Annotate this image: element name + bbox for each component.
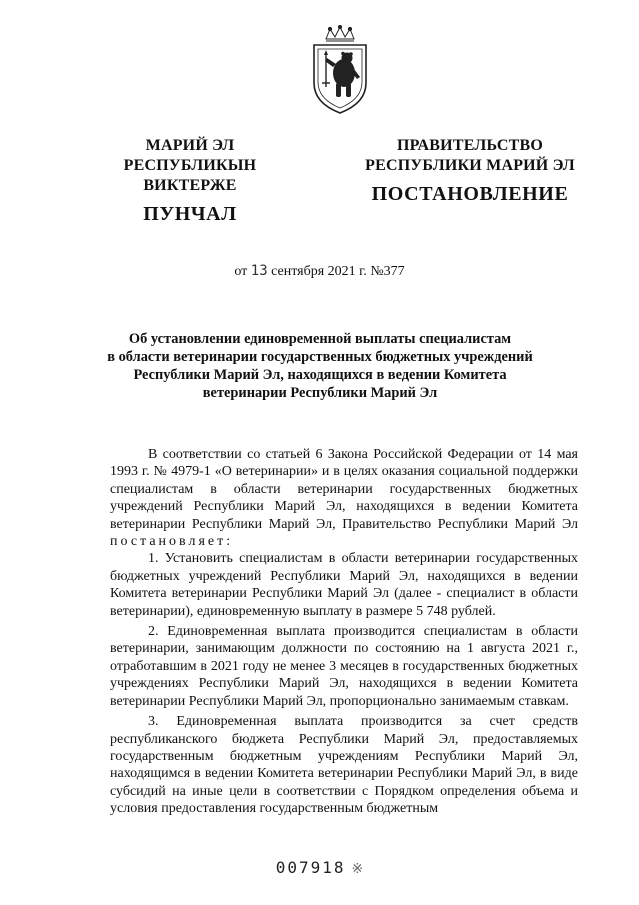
document-title: Об установлении единовременной выплаты специалистам в области ветеринарии государственных бюджетных учреждений Республики Марий Эл, находящихся в ведении Комитета ветеринарии Республики Марий Эл [107,331,533,401]
document-kind-russian: ПОСТАНОВЛЕНИЕ [371,183,569,205]
document-body [110,446,578,821]
org-name-russian: ПРАВИТЕЛЬСТВО РЕСПУБЛИКИ МАРИЙ ЭЛ [365,137,575,174]
org-name-mari: МАРИЙ ЭЛ РЕСПУБЛИКЫН ВИКТЕРЖЕ [123,137,257,194]
document-date-number: от 13 сентября 2021 г. №377 [234,263,405,279]
header-left [80,136,300,226]
paragraph-2: 2. Единовременная выплата производится специалистам в области ветеринарии, занимающим должности по состоянию на 1 августа 2021 г., отработавшим в 2021 году не менее 3 месяцев в государственных бюджетных учреждениях Республики Марий Эл, находящихся в ведении Комитета ветеринарии Республики Марий Эл, пропорционально занимаемым ставкам. [110,624,578,709]
document-kind-mari: ПУНЧАЛ [143,203,237,225]
header-right [340,136,600,206]
date-day: 13 [250,263,268,279]
paragraph-1: 1. Установить специалистам в области ветеринарии государственных бюджетных учреждений Республики Марий Эл, находящихся в ведении Комитета ветеринарии Республики Марий Эл (далее - специалист в области ветеринарии), единовременную выплату в размере 5 748 рублей. [110,551,578,619]
paragraph-intro: В соответствии со статьей 6 Закона Российской Федерации от 14 мая 1993 г. № 4979-1 «О ветеринарии» и в целях оказания социальной поддержки специалистам в области ветеринарии государственных бюджетных учреждений Республики Марий Эл, находящихся в ведении Комитета ветеринарии Республики Марий Эл, Правительство Республики Марий Эл постановляет: [110,447,578,550]
decree-word: постановляет: [110,534,234,550]
serial-number: 007918 ※ [275,858,364,877]
ornament-mark: ※ [351,861,364,877]
coat-of-arms-icon [300,25,380,115]
paragraph-3: 3. Единовременная выплата производится за счет средств республиканского бюджета Республики Марий Эл, предоставляемых государственным бюджетным учреждениям Республики Марий Эл, находящимся в ведении Комитета ветеринарии Республики Марий Эл, в виде субсидий на иные цели в соответствии с Порядком определения объема и условия предоставления государственным бюджетным [110,714,578,817]
